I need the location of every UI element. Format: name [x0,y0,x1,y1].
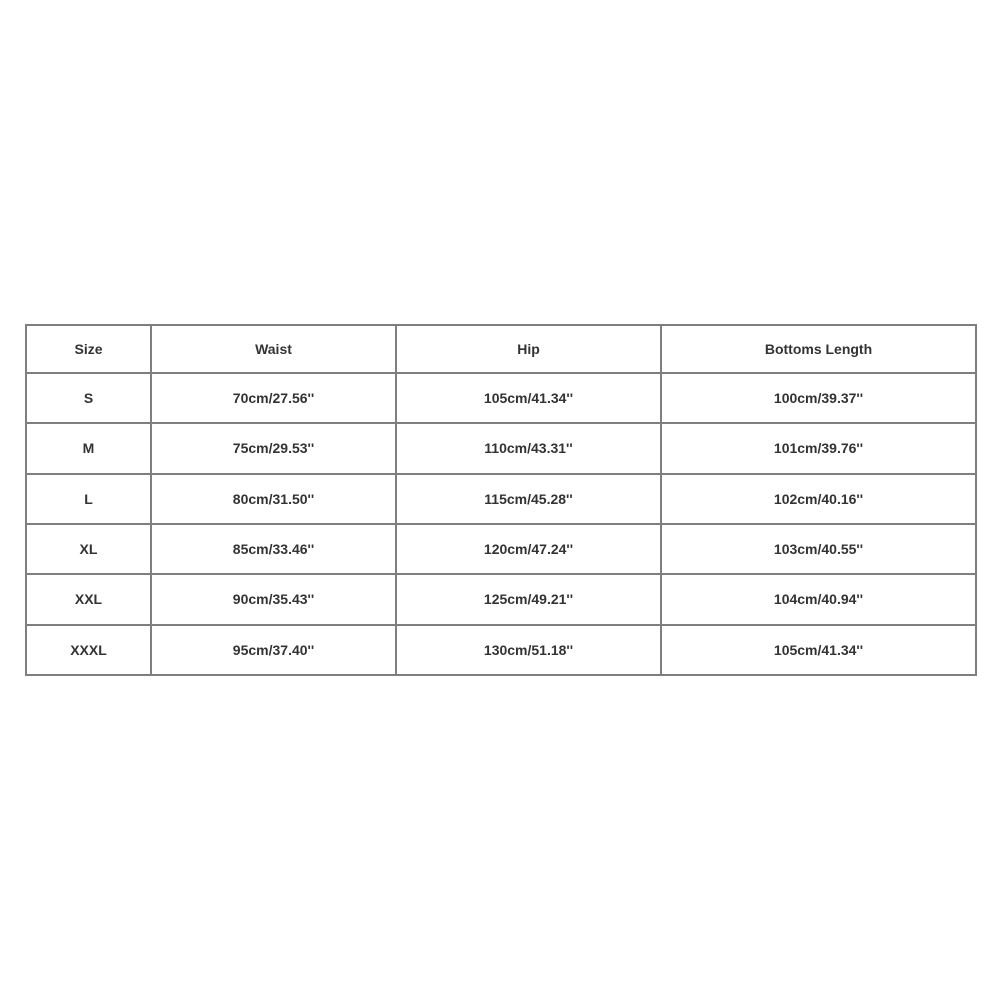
cell-size: S [26,373,151,423]
cell-bottoms-length: 104cm/40.94'' [661,574,976,624]
table-row [26,625,976,675]
table-row [26,423,976,473]
table-row [26,474,976,524]
cell-hip: 125cm/49.21'' [396,574,661,624]
cell-hip: 115cm/45.28'' [396,474,661,524]
cell-hip: 130cm/51.18'' [396,625,661,675]
cell-waist: 95cm/37.40'' [151,625,396,675]
header-hip: Hip [396,325,661,373]
cell-bottoms-length: 102cm/40.16'' [661,474,976,524]
cell-size: M [26,423,151,473]
size-chart-table [25,324,977,676]
header-row [26,325,976,373]
cell-size: XL [26,524,151,574]
cell-hip: 120cm/47.24'' [396,524,661,574]
table-row [26,373,976,423]
cell-bottoms-length: 105cm/41.34'' [661,625,976,675]
cell-size: XXL [26,574,151,624]
cell-waist: 85cm/33.46'' [151,524,396,574]
cell-hip: 110cm/43.31'' [396,423,661,473]
cell-waist: 90cm/35.43'' [151,574,396,624]
cell-size: XXXL [26,625,151,675]
header-size: Size [26,325,151,373]
cell-waist: 80cm/31.50'' [151,474,396,524]
table-row [26,524,976,574]
header-bottoms-length: Bottoms Length [661,325,976,373]
cell-waist: 75cm/29.53'' [151,423,396,473]
cell-waist: 70cm/27.56'' [151,373,396,423]
cell-size: L [26,474,151,524]
table-row [26,574,976,624]
cell-bottoms-length: 100cm/39.37'' [661,373,976,423]
cell-hip: 105cm/41.34'' [396,373,661,423]
header-waist: Waist [151,325,396,373]
cell-bottoms-length: 103cm/40.55'' [661,524,976,574]
cell-bottoms-length: 101cm/39.76'' [661,423,976,473]
